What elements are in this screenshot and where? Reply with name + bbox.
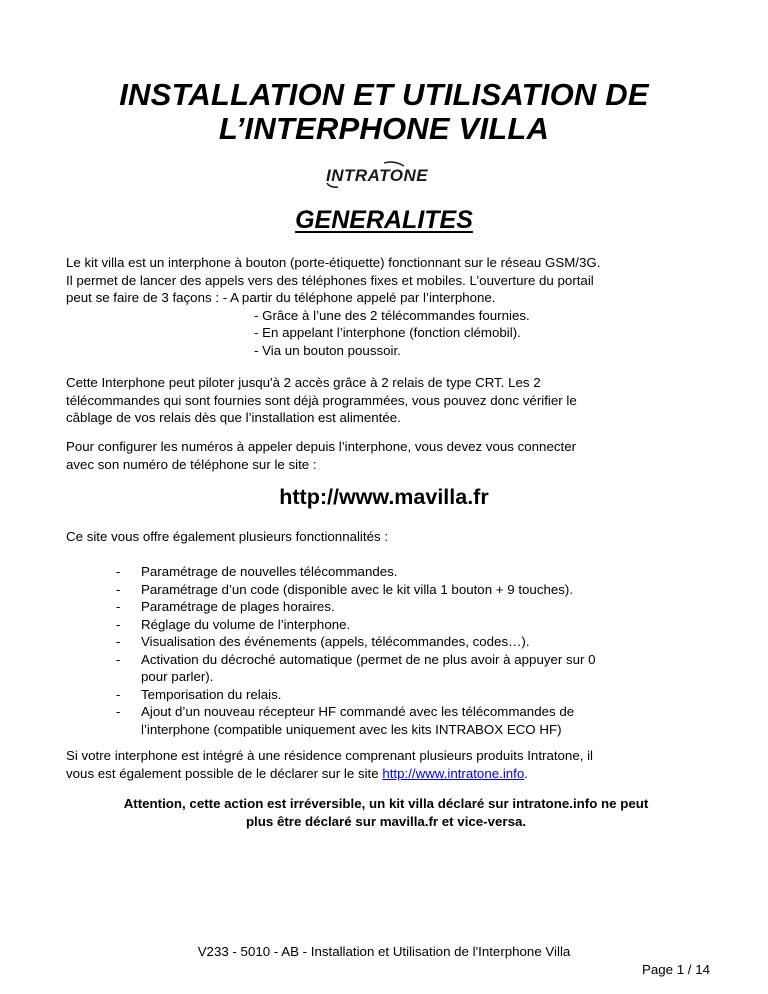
title-line-2: L’INTERPHONE VILLA xyxy=(218,111,550,146)
title-line-1: INSTALLATION ET UTILISATION DE xyxy=(119,77,649,112)
list-item: - Réglage du volume de l’interphone. xyxy=(116,616,351,632)
list-item: - Visualisation des événements (appels, télécommandes, codes…). xyxy=(116,634,530,649)
config-line: Pour configurer les numéros à appeler depuis l’interphone, vous devez vous connecter xyxy=(66,439,577,454)
features-intro: Ce site vous offre également plusieurs fonctionnalités : xyxy=(66,529,389,544)
intro-line: Le kit villa est un interphone à bouton (porte-étiquette) fonctionnant sur le réseau GSM/3G. xyxy=(66,255,601,270)
opening-option: - Grâce à l’une des 2 télécommandes fournies. xyxy=(254,307,530,323)
config-line: avec son numéro de téléphone sur le site : xyxy=(66,456,317,472)
list-item: - Ajout d’un nouveau récepteur HF commandé avec les télécommandes de l’interphone (compatible uniquement avec les kits INTRABOX ECO HF) xyxy=(116,704,575,737)
footer-reference: V233 - 5010 - AB - Installation et Utilisation de l'Interphone Villa xyxy=(197,944,571,959)
intratone-logo-icon xyxy=(324,161,446,191)
intro-paragraph xyxy=(66,254,706,359)
list-item: - Paramétrage de plages horaires. xyxy=(116,599,335,614)
list-item: - Paramétrage de nouvelles télécommandes. xyxy=(116,564,398,579)
section-title-generalites: GENERALITES xyxy=(295,206,473,234)
intratone-logo xyxy=(324,161,446,191)
mavilla-site-url: http://www.mavilla.fr xyxy=(279,485,489,509)
warning-note: Attention, cette action est irréversible, un kit villa déclaré sur intratone.info ne peut plus être déclaré sur mavilla.fr et vice-versa. xyxy=(123,796,649,829)
document-title xyxy=(0,78,768,146)
relays-paragraph xyxy=(66,374,706,427)
opening-option: - Via un bouton poussoir. xyxy=(254,342,401,358)
list-item: - Activation du décroché automatique (permet de ne plus avoir à appuyer sur 0 pour parler). xyxy=(116,651,596,684)
relays-line: télécommandes qui sont fournies sont déjà programmées, vous pouvez donc vérifier le xyxy=(66,392,577,408)
list-item: - Paramétrage d’un code (disponible avec le kit villa 1 bouton + 9 touches). xyxy=(116,581,574,597)
residence-line: Si votre interphone est intégré à une résidence comprenant plusieurs produits Intratone, il xyxy=(66,748,594,763)
residence-paragraph: Si votre interphone est intégré à une résidence comprenant plusieurs produits Intratone, il vous est également possible de le déclarer sur le site http://www.intratone.info. xyxy=(66,748,594,781)
relays-line: câblage de vos relais dès que l’installation est alimentée. xyxy=(66,410,401,425)
relays-line: Cette Interphone peut piloter jusqu'à 2 accès grâce à 2 relais de type CRT. Les 2 xyxy=(66,375,541,390)
intro-line: Il permet de lancer des appels vers des téléphones fixes et mobiles. L’ouverture du portail xyxy=(66,272,594,288)
intratone-info-link[interactable]: http://www.intratone.info xyxy=(382,765,525,781)
intro-line: peut se faire de 3 façons : - A partir du téléphone appelé par l’interphone. xyxy=(66,290,496,305)
features-list xyxy=(66,563,706,738)
page-number: Page 1 / 14 xyxy=(641,962,710,977)
opening-option: - En appelant l’interphone (fonction clémobil). xyxy=(254,325,521,340)
list-item: - Temporisation du relais. xyxy=(116,686,282,702)
config-paragraph xyxy=(66,438,706,473)
logo-text: INTRATONE xyxy=(326,166,429,185)
